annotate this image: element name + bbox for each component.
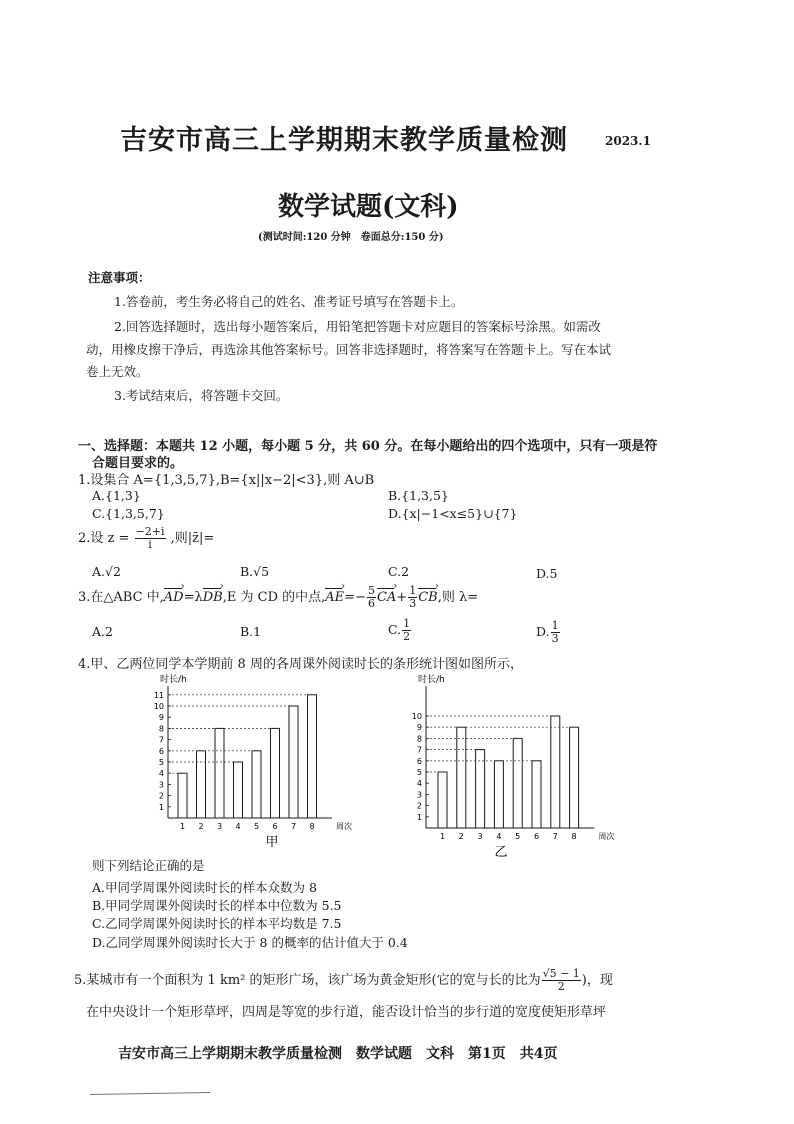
chart-ylabel: 时长/h <box>160 675 187 685</box>
notice-item: 卷上无效。 <box>86 364 149 379</box>
question-5-line1 <box>74 968 613 993</box>
notice-heading: 注意事项： <box>88 270 151 285</box>
chart-bar <box>476 750 485 828</box>
notice-item: 2.回答选择题时，选出每小题答案后，用铅笔把答题卡对应题目的答案标号涂黑。如需改 <box>114 319 601 334</box>
q4-option-b: B.甲同学周课外阅读时长的样本中位数为 5.5 <box>92 898 342 913</box>
chart-y-tick-label: 9 <box>416 723 422 733</box>
chart-y-tick-label: 9 <box>158 713 164 723</box>
q3-option-c <box>388 618 412 643</box>
chart-x-tick-label: 1 <box>439 832 446 841</box>
q5-fraction <box>542 968 581 993</box>
chart-x-tick-label: 7 <box>290 822 297 831</box>
q4-option-c: C.乙同学周课外阅读时长的样本平均数是 7.5 <box>92 916 342 931</box>
chart-x-tick-label: 4 <box>235 822 241 831</box>
question-1-stem: 1.设集合 A={1,3,5,7},B={x||x−2|<3},则 A∪B <box>78 473 375 488</box>
notice-item: 动，用橡皮擦干净后，再选涂其他答案标号。回答非选择题时，将答案写在答题卡上。写在本试 <box>86 342 612 357</box>
q4-option-a: A.甲同学周课外阅读时长的样本众数为 8 <box>92 880 317 895</box>
chart-bar <box>178 773 187 818</box>
q5-text: (它的宽与长的比为 <box>431 973 541 988</box>
q2-option-a: A.√2 <box>92 564 121 579</box>
q3-text: =− <box>344 590 366 605</box>
q2-suffix: ,则|z̄|= <box>170 531 215 546</box>
q3-d-den: 3 <box>551 632 559 645</box>
chart-y-tick-label: 5 <box>416 768 422 777</box>
vector-cb: CB › <box>418 590 438 605</box>
question-5-line2: 在中央设计一个矩形草坪，四周是等宽的步行道，能否设计恰当的步行道的宽度使矩形草坪 <box>86 1005 607 1020</box>
q4-option-d: D.乙同学周课外阅读时长大于 8 的概率的估计值大于 0.4 <box>92 935 408 950</box>
chart-y-tick-label: 7 <box>416 745 422 755</box>
chart-ylabel: 时长/h <box>418 675 445 685</box>
q3-d-num: 1 <box>551 619 559 632</box>
q3-option-b: B.1 <box>240 624 262 639</box>
chart-bar <box>197 751 206 818</box>
q1-option-a: A.{1,3} <box>92 488 141 503</box>
chart-title: 乙 <box>494 845 508 860</box>
q3-f2-den: 3 <box>409 597 417 610</box>
chart-y-tick-label: 10 <box>411 712 422 721</box>
chart-y-tick-label: 6 <box>158 746 164 756</box>
chart-y-tick-label: 10 <box>153 702 164 711</box>
q3-text: ,则 λ= <box>437 590 479 605</box>
question-4-stem: 4.甲、乙两位同学本学期前 8 周的各周课外阅读时长的条形统计图如图所示， <box>78 657 523 672</box>
chart-bar <box>438 772 447 828</box>
chart-x-tick-label: 5 <box>515 832 521 841</box>
chart-x-tick-label: 4 <box>496 832 502 841</box>
exam-title: 吉安市高三上学期期末教学质量检测 <box>120 125 568 156</box>
chart-x-tick-label: 3 <box>216 822 223 831</box>
notice-item: 1.答卷前，考生务必将自己的姓名、准考证号填写在答题卡上。 <box>114 294 464 309</box>
chart-y-tick-label: 3 <box>416 790 422 800</box>
q3-fraction-2 <box>408 585 417 610</box>
chart-y-tick-label: 4 <box>158 769 164 779</box>
vector-ca: CA › <box>377 590 396 605</box>
scan-artifact-line <box>90 1092 210 1095</box>
q3-option-d <box>536 620 561 645</box>
chart-y-tick-label: 1 <box>416 812 422 822</box>
notice-item: 3.考试结束后，将答题卡交回。 <box>114 388 289 403</box>
chart-bar <box>532 761 541 828</box>
chart-bar <box>457 727 466 828</box>
chart-x-tick-label: 3 <box>477 832 483 841</box>
exam-subtitle: 数学试题(文科) <box>278 192 459 222</box>
chart-bar <box>308 695 317 818</box>
q5-frac-num: √5 − 1 <box>542 967 580 980</box>
q3-f1-num: 5 <box>367 584 375 597</box>
q4-conclusion: 则下列结论正确的是 <box>92 858 205 873</box>
chart-x-tick-label: 8 <box>309 822 315 831</box>
chart-y-tick-label: 8 <box>416 734 422 744</box>
chart-bar <box>513 738 522 828</box>
chart-bar <box>271 728 280 818</box>
question-2-stem <box>78 526 214 551</box>
chart-xlabel: 周次 <box>336 822 352 831</box>
exam-meta: (测试时间:120 分钟 卷面总分:150 分) <box>258 232 444 243</box>
q1-option-d: D.{x|−1<x≤5}∪{7} <box>388 506 518 521</box>
q2-fraction <box>135 526 166 551</box>
bar-chart-jia <box>140 672 352 858</box>
chart-x-tick-label: 7 <box>552 832 558 841</box>
q5-frac-den: 2 <box>557 980 565 993</box>
q3-d-prefix: D. <box>536 624 550 639</box>
q2-frac-num: −2+i <box>135 525 165 538</box>
chart-xlabel: 周次 <box>598 832 615 841</box>
vector-ae: AE › <box>325 590 344 605</box>
vector-ad: AD › <box>164 590 184 605</box>
q2-prefix: 2.设 z = <box>78 531 130 546</box>
chart-y-tick-label: 3 <box>158 780 164 790</box>
q3-f1-den: 6 <box>367 597 375 610</box>
q5-text: )，现 <box>581 973 613 988</box>
q3-text: + <box>396 590 408 605</box>
question-3-stem <box>78 585 478 610</box>
chart-x-tick-label: 1 <box>179 822 186 831</box>
q3-c-prefix: C. <box>388 622 402 637</box>
q3-c-fraction <box>402 618 411 643</box>
chart-bar <box>551 716 560 828</box>
q3-text: 3.在△ABC 中, <box>78 590 164 605</box>
chart-bar <box>215 728 224 818</box>
bar-chart-yi <box>398 672 613 864</box>
q3-option-a: A.2 <box>92 624 113 639</box>
q3-c-num: 1 <box>403 617 411 630</box>
chart-x-tick-label: 5 <box>253 822 260 831</box>
chart-x-tick-label: 8 <box>571 832 577 841</box>
q3-d-fraction <box>551 620 560 645</box>
chart-y-tick-label: 7 <box>158 735 164 745</box>
chart-y-tick-label: 5 <box>158 758 164 767</box>
chart-bar <box>252 751 261 818</box>
section-heading: 一、选择题：本题共 12 小题，每小题 5 分，共 60 分。在每小题给出的四个选项中，只有一项是符 <box>78 439 658 454</box>
q3-f2-num: 1 <box>409 584 417 597</box>
chart-y-tick-label: 2 <box>158 791 164 801</box>
q2-option-b: B.√5 <box>240 564 270 579</box>
q3-text: =λ <box>183 590 203 605</box>
chart-title: 甲 <box>265 835 279 850</box>
q3-c-den: 2 <box>403 630 411 643</box>
chart-x-tick-label: 2 <box>198 822 204 831</box>
q5-text: 5.某城市有一个面积为 1 km² 的矩形广场，该广场为黄金矩形 <box>74 973 432 988</box>
chart-x-tick-label: 6 <box>533 832 540 841</box>
page-footer: 吉安市高三上学期期末教学质量检测 数学试题 文科 第1页 共4页 <box>118 1046 558 1062</box>
q3-text: ,E 为 CD 的中点, <box>222 590 326 605</box>
chart-y-tick-label: 8 <box>158 724 164 734</box>
chart-y-tick-label: 2 <box>416 801 422 811</box>
q1-option-c: C.{1,3,5,7} <box>92 506 165 521</box>
q2-option-d: D.5 <box>536 566 558 581</box>
chart-bar <box>289 706 298 818</box>
q3-fraction-1 <box>367 585 376 610</box>
q1-option-b: B.{1,3,5} <box>388 488 449 503</box>
chart-y-tick-label: 11 <box>153 690 164 700</box>
chart-bar <box>570 727 579 828</box>
section-heading-cont: 合题目要求的。 <box>92 456 184 471</box>
chart-bar <box>494 761 503 828</box>
q2-option-c: C.2 <box>388 564 410 579</box>
exam-date: 2023.1 <box>605 134 651 148</box>
vector-db: DB › <box>203 590 223 605</box>
chart-x-tick-label: 6 <box>272 822 278 831</box>
chart-y-tick-label: 6 <box>416 756 422 766</box>
chart-y-tick-label: 4 <box>416 779 422 789</box>
chart-y-tick-label: 1 <box>158 802 164 812</box>
q2-frac-den: i <box>148 538 152 551</box>
chart-x-tick-label: 2 <box>458 832 464 841</box>
chart-bar <box>234 762 243 818</box>
